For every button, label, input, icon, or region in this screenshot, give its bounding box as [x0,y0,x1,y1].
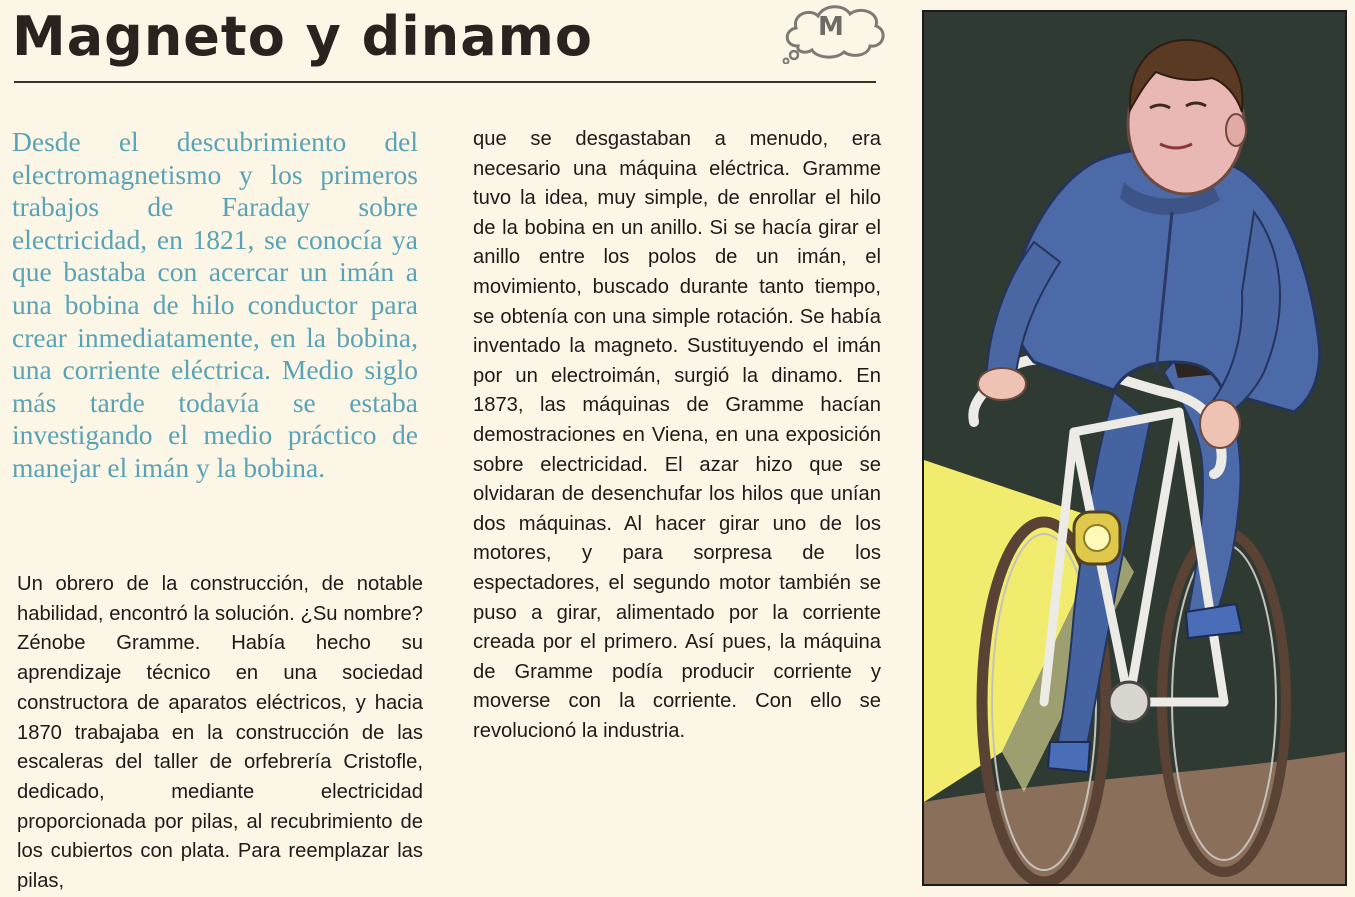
chapter-badge [780,2,888,64]
left-shoe [1048,742,1090,772]
body-column-1: Un obrero de la construcción, de notable habilidad, encontró la solución. ¿Su nombre? Zénobe Gramme. Había hecho su aprendizaje técnico en una sociedad constructora de aparatos eléctricos, y hacia 1870 trabajaba en la construcción de las escaleras del taller de orfebrería Cristofle, dedicado, mediante electricidad proporcionada por pilas, al recubrimiento de los cubiertos con plata. Para reemplazar las pilas, [17,573,423,893]
cyclist-ear [1226,114,1246,146]
chainring [1109,682,1149,722]
lamp-lens [1084,525,1110,551]
body-column-2: que se desgastaban a menudo, era necesario una máquina eléctrica. Gramme tuvo la idea, muy simple, de enrollar el hilo de la bobina en un anillo. Si se hacía girar el anillo entre los polos de un imán, el movimiento, buscado durante tanto tiempo, se obtenía con una simple rotación. Se había inventado la magneto. Sustituyendo el imán por un electroimán, surgió la dinamo. En 1873, las máquinas de Gramme hacían demostraciones en Viena, en una exposición sobre electricidad. El azar hizo que se olvidaran de desenchufar los hilos que unían dos máquinas. Al hacer girar uno de los motores, y para sorpresa de los espectadores, el segundo motor también se puso a girar, alimentado por la corriente creada por el primero. Así pues, la máquina de Gramme podía producir corriente y moverse con la corriente. Con ello se revolucionó la industria. [473,128,881,742]
cyclist-illustration [922,10,1347,886]
cyclist-drawing [924,12,1345,884]
page-title: Magneto y dinamo [12,5,594,68]
left-hand [978,368,1026,400]
right-hand [1200,400,1240,448]
badge-letter: M [818,12,844,42]
title-divider [14,81,876,83]
intro-paragraph: Desde el descubrimiento del electromagnetismo y los primeros trabajos de Faraday sobre electricidad, en 1821, se conocía ya que bastaba con acercar un imán a una bobina de hilo conductor para crear inmediatamente, en la bobina, una corriente eléctrica. Medio siglo más tarde todavía se estaba investigando el medio práctico de manejar el imán y la bobina. [12,126,418,483]
